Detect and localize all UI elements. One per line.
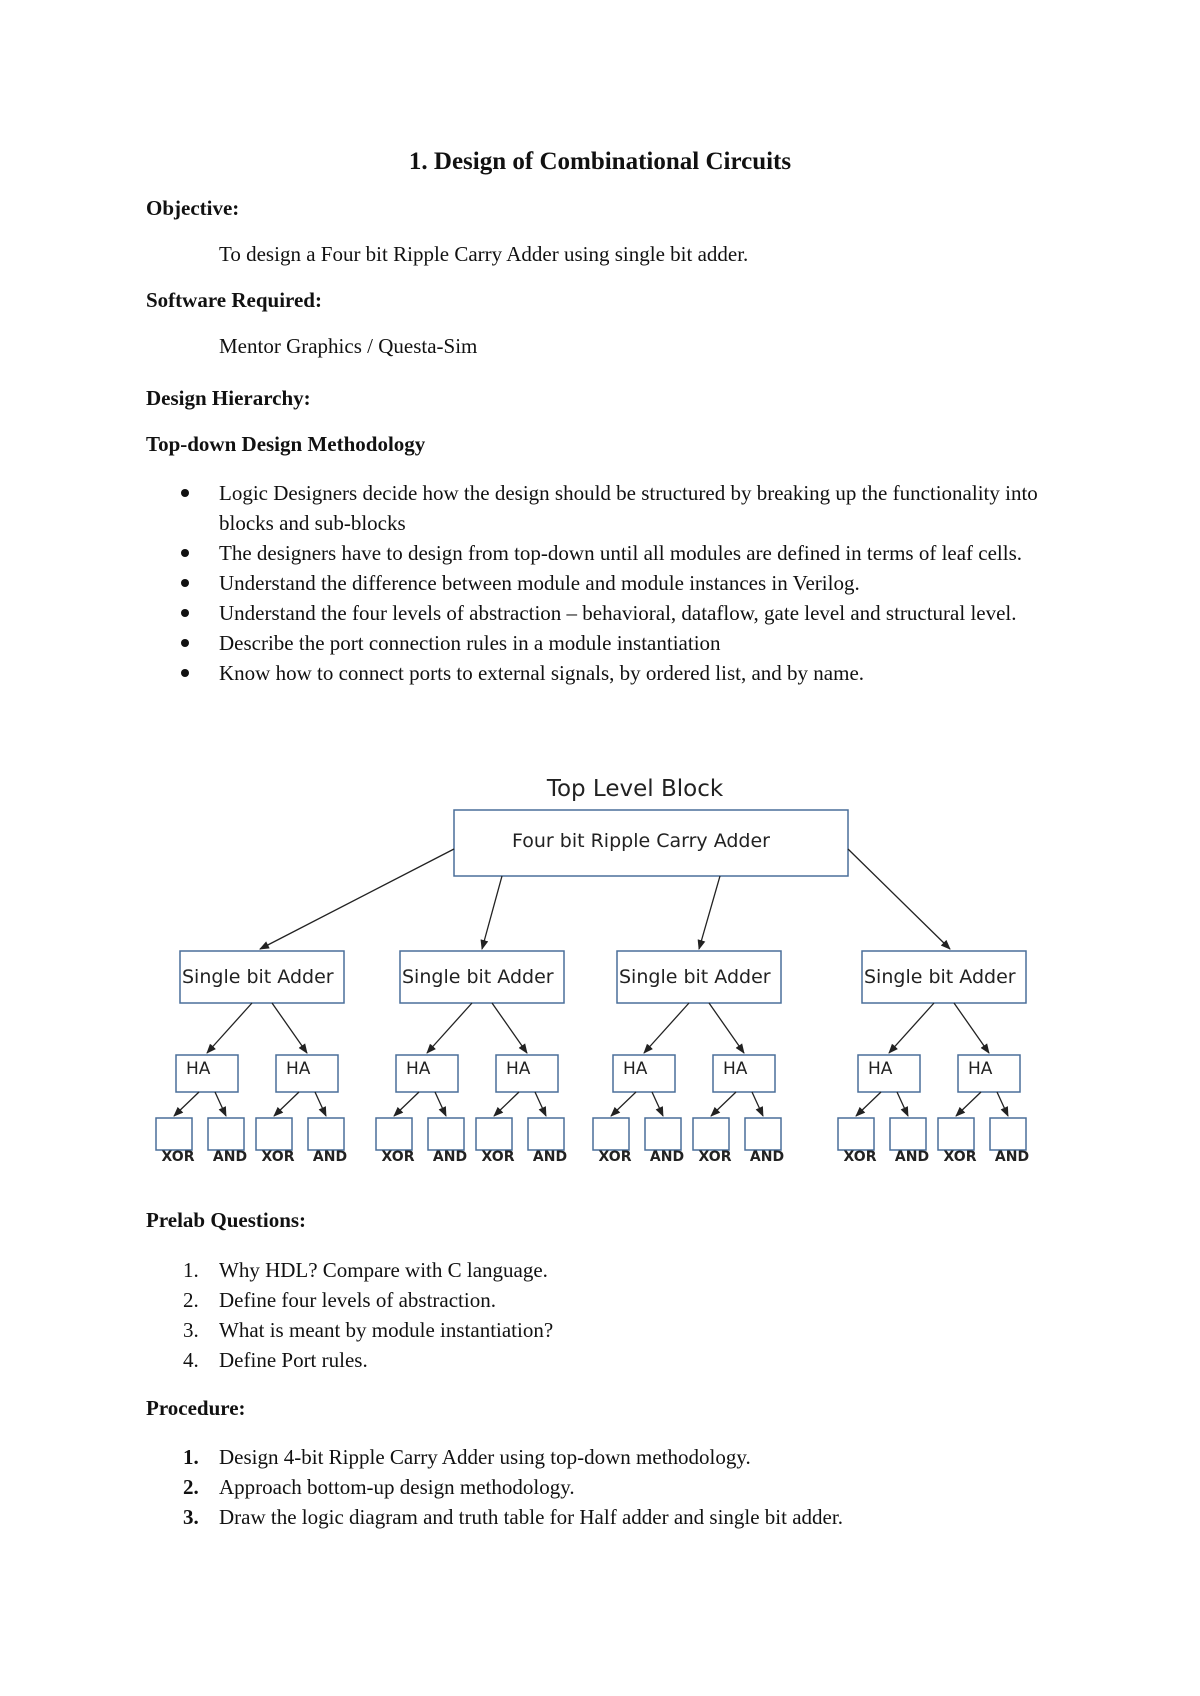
half-adder-label: HA [506, 1059, 531, 1079]
half-adder-label: HA [623, 1059, 648, 1079]
single-bit-adder-label: Single bit Adder [619, 966, 771, 988]
connector-arrow [848, 849, 950, 949]
xor-gate-label: XOR [698, 1149, 732, 1165]
connector-arrow [427, 1003, 472, 1053]
connector-arrow [260, 849, 454, 949]
xor-gate-box [593, 1118, 629, 1150]
half-adder-label: HA [968, 1059, 993, 1079]
and-gate-box [745, 1118, 781, 1150]
bullet-icon [181, 609, 189, 617]
connector-arrow [652, 1092, 663, 1116]
procedure-list [0, 1442, 843, 1532]
bullet-icon [181, 639, 189, 647]
and-gate-label: AND [312, 1149, 348, 1165]
connector-arrow [435, 1092, 446, 1116]
xor-gate-label: XOR [261, 1149, 295, 1165]
xor-gate-box [376, 1118, 412, 1150]
connector-arrow [856, 1092, 881, 1116]
xor-gate-label: XOR [943, 1149, 977, 1165]
connector-arrow [611, 1092, 636, 1116]
procedure-heading: Procedure: [146, 1396, 246, 1420]
and-gate-box [208, 1118, 244, 1150]
and-gate-label: AND [894, 1149, 930, 1165]
xor-gate-label: XOR [843, 1149, 877, 1165]
and-gate-box [645, 1118, 681, 1150]
connector-arrow [954, 1003, 989, 1053]
single-bit-adder-label: Single bit Adder [402, 966, 554, 988]
connector-arrow [752, 1092, 763, 1116]
xor-gate-label: XOR [381, 1149, 415, 1165]
single-bit-adder-label: Single bit Adder [864, 966, 1016, 988]
bullet-item: Understand the four levels of abstraction – behavioral, dataflow, gate level and structural level. [0, 598, 1069, 628]
prelab-list [0, 1255, 553, 1375]
hierarchy-heading: Design Hierarchy: [146, 386, 311, 410]
page-title: 1. Design of Combinational Circuits [408, 148, 792, 175]
connector-arrow [272, 1003, 307, 1053]
half-adder-label: HA [868, 1059, 893, 1079]
methodology-heading: Top-down Design Methodology [146, 432, 426, 456]
and-gate-box [528, 1118, 564, 1150]
connector-arrow [215, 1092, 226, 1116]
bullet-icon [181, 579, 189, 587]
and-gate-box [890, 1118, 926, 1150]
connector-arrow [709, 1003, 744, 1053]
bullet-icon [181, 549, 189, 557]
prelab-item: 2. Define four levels of abstraction. [183, 1288, 496, 1312]
xor-gate-box [838, 1118, 874, 1150]
single-bit-adder-label: Single bit Adder [182, 966, 334, 988]
bullet-icon [181, 489, 189, 497]
and-gate-box [308, 1118, 344, 1150]
xor-gate-box [938, 1118, 974, 1150]
connector-arrow [699, 876, 720, 949]
xor-gate-box [476, 1118, 512, 1150]
connector-arrow [394, 1092, 419, 1116]
and-gate-label: AND [212, 1149, 248, 1165]
connector-arrow [956, 1092, 981, 1116]
connector-arrow [711, 1092, 736, 1116]
and-gate-label: AND [649, 1149, 685, 1165]
bullet-item: Describe the port connection rules in a module instantiation [0, 628, 1069, 658]
connector-arrow [174, 1092, 199, 1116]
connector-arrow [644, 1003, 689, 1053]
connector-arrow [535, 1092, 546, 1116]
xor-gate-label: XOR [481, 1149, 515, 1165]
xor-gate-box [156, 1118, 192, 1150]
xor-gate-box [256, 1118, 292, 1150]
diagram-caption: Top Level Block [546, 776, 724, 802]
half-adder-label: HA [406, 1059, 431, 1079]
and-gate-box [428, 1118, 464, 1150]
objective-text: To design a Four bit Ripple Carry Adder using single bit adder. [219, 242, 749, 266]
connector-arrow [274, 1092, 299, 1116]
xor-gate-label: XOR [598, 1149, 632, 1165]
prelab-heading: Prelab Questions: [146, 1208, 307, 1232]
and-gate-box [990, 1118, 1026, 1150]
connector-arrow [315, 1092, 326, 1116]
prelab-item: 3. What is meant by module instantiation? [183, 1318, 554, 1342]
procedure-item: 2. Approach bottom-up design methodology. [183, 1475, 575, 1499]
prelab-item: 4. Define Port rules. [183, 1348, 368, 1372]
connector-arrow [897, 1092, 908, 1116]
bullet-item: Understand the difference between module and module instances in Verilog. [0, 568, 1069, 598]
connector-arrow [492, 1003, 527, 1053]
half-adder-label: HA [186, 1059, 211, 1079]
bullet-icon [181, 669, 189, 677]
hierarchy-diagram [0, 770, 1200, 1170]
and-gate-label: AND [994, 1149, 1030, 1165]
half-adder-label: HA [286, 1059, 311, 1079]
bullet-item: Logic Designers decide how the design should be structured by breaking up the functionality into blocks and sub-blocks [0, 478, 1069, 538]
prelab-item: 1. Why HDL? Compare with C language. [183, 1258, 548, 1282]
and-gate-label: AND [532, 1149, 568, 1165]
objective-heading: Objective: [146, 196, 240, 220]
procedure-item: 1. Design 4-bit Ripple Carry Adder using top-down methodology. [183, 1445, 751, 1469]
connector-arrow [494, 1092, 519, 1116]
connector-arrow [889, 1003, 934, 1053]
top-block-label: Four bit Ripple Carry Adder [512, 830, 770, 852]
half-adder-label: HA [723, 1059, 748, 1079]
bullet-item: The designers have to design from top-down until all modules are defined in terms of leaf cells. [0, 538, 1069, 568]
bullet-item: Know how to connect ports to external signals, by ordered list, and by name. [0, 658, 1069, 688]
software-text: Mentor Graphics / Questa-Sim [219, 334, 478, 358]
and-gate-label: AND [749, 1149, 785, 1165]
connector-arrow [482, 876, 502, 949]
procedure-item: 3. Draw the logic diagram and truth table for Half adder and single bit adder. [183, 1505, 843, 1529]
xor-gate-label: XOR [161, 1149, 195, 1165]
connector-arrow [997, 1092, 1008, 1116]
and-gate-label: AND [432, 1149, 468, 1165]
xor-gate-box [693, 1118, 729, 1150]
software-heading: Software Required: [146, 288, 322, 312]
connector-arrow [207, 1003, 252, 1053]
methodology-bullet-list [0, 478, 1069, 688]
